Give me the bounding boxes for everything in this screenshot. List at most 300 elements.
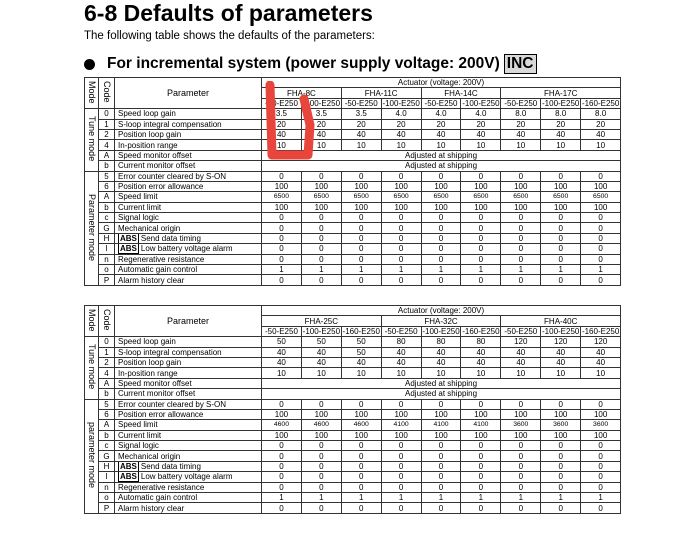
parameter-name-cell <box>115 399 262 409</box>
value-cell: 40 <box>262 347 302 357</box>
value-cell: 10 <box>341 368 381 378</box>
value-cell: 0 <box>461 451 501 461</box>
parameter-name: Speed limit <box>118 420 158 430</box>
value-cell: 0 <box>381 254 421 264</box>
encoder-header: -50-E250 <box>341 98 381 108</box>
value-cell: 0 <box>421 482 461 492</box>
value-cell: 0 <box>541 223 581 233</box>
value-cell: 40 <box>341 129 381 139</box>
value-cell: 0 <box>581 244 621 254</box>
value-cell: 0 <box>421 233 461 243</box>
value-cell: 8.0 <box>541 109 581 119</box>
table-row <box>85 357 621 367</box>
value-cell: 0 <box>301 472 341 482</box>
value-cell: 0 <box>541 451 581 461</box>
value-cell: 80 <box>461 337 501 347</box>
value-cell: 20 <box>301 119 341 129</box>
abs-tag: ABS <box>120 462 137 472</box>
table-row <box>85 472 621 482</box>
code-cell: n <box>99 254 115 264</box>
value-cell: 0 <box>341 451 381 461</box>
code-header-label: Code <box>102 81 112 103</box>
value-cell: 0 <box>541 399 581 409</box>
mode-group-label: Parameter mode <box>87 193 97 261</box>
value-cell: 10 <box>381 140 421 150</box>
parameter-name-cell <box>115 420 262 430</box>
value-cell: 10 <box>501 368 541 378</box>
value-cell: 0 <box>301 254 341 264</box>
model-header: FHA-40C <box>501 316 621 326</box>
parameter-name: Current limit <box>118 430 162 440</box>
code-cell: 5 <box>99 399 115 409</box>
value-cell: 0 <box>461 223 501 233</box>
value-cell: 3.5 <box>341 109 381 119</box>
value-cell: 40 <box>461 347 501 357</box>
value-cell: 0 <box>461 441 501 451</box>
parameter-name-cell <box>115 389 262 399</box>
value-cell: 40 <box>541 357 581 367</box>
value-cell: 40 <box>262 357 302 367</box>
table-row <box>85 119 621 129</box>
value-cell: 20 <box>501 119 541 129</box>
code-cell: c <box>99 441 115 451</box>
value-cell: 1 <box>301 493 341 503</box>
value-cell: 0 <box>501 451 541 461</box>
value-cell: 0 <box>381 244 421 254</box>
value-cell: 0 <box>381 275 421 285</box>
table-row <box>85 129 621 139</box>
value-cell: 10 <box>501 140 541 150</box>
parameter-name-cell <box>115 140 262 150</box>
mode-group-cell <box>85 337 99 399</box>
bullet-icon <box>84 59 95 70</box>
value-cell: 100 <box>501 409 541 419</box>
value-cell: 100 <box>381 181 421 191</box>
value-cell: 40 <box>301 357 341 367</box>
value-cell: 0 <box>541 441 581 451</box>
code-cell: 6 <box>99 181 115 191</box>
value-cell: 3.5 <box>262 109 302 119</box>
value-cell: 40 <box>581 129 621 139</box>
value-cell: 100 <box>421 181 461 191</box>
parameter-name: Signal logic <box>118 441 159 451</box>
value-cell: 0 <box>341 223 381 233</box>
value-cell: 0 <box>421 171 461 181</box>
parameter-name: Current limit <box>118 202 162 212</box>
value-cell: 0 <box>581 461 621 471</box>
encoder-header: -160-E250 <box>342 326 380 336</box>
parameter-name: Position loop gain <box>118 358 182 368</box>
value-cell: 100 <box>262 202 302 212</box>
parameter-column-header: Parameter <box>115 78 262 109</box>
value-cell: 100 <box>421 430 461 440</box>
value-cell: 0 <box>341 233 381 243</box>
value-cell: 0 <box>461 275 501 285</box>
value-cell: 10 <box>262 368 302 378</box>
defaults-table-1 <box>84 77 621 286</box>
adjusted-at-shipping-cell: Adjusted at shipping <box>262 161 621 171</box>
value-cell: 0 <box>461 233 501 243</box>
value-cell: 6500 <box>262 192 302 202</box>
value-cell: 100 <box>301 181 341 191</box>
value-cell: 0 <box>501 399 541 409</box>
value-cell: 40 <box>421 129 461 139</box>
value-cell: 0 <box>381 461 421 471</box>
model-header: FHA-14C <box>421 88 501 98</box>
value-cell: 1 <box>262 265 302 275</box>
value-cell: 50 <box>341 347 381 357</box>
code-cell: 6 <box>99 409 115 419</box>
value-cell: 4600 <box>341 420 381 430</box>
value-cell: 20 <box>461 119 501 129</box>
value-cell: 40 <box>501 357 541 367</box>
parameter-name: Position error allowance <box>118 410 204 420</box>
value-cell: 0 <box>581 171 621 181</box>
value-cell: 40 <box>541 347 581 357</box>
parameter-name: Alarm history clear <box>118 503 185 513</box>
parameter-name-cell <box>115 192 262 202</box>
value-cell: 0 <box>501 503 541 513</box>
value-cell: 120 <box>541 337 581 347</box>
value-cell: 0 <box>421 451 461 461</box>
value-cell: 0 <box>581 441 621 451</box>
value-cell: 0 <box>381 503 421 513</box>
value-cell: 3.5 <box>301 109 341 119</box>
table-row <box>85 275 621 285</box>
parameter-name: Alarm history clear <box>118 275 185 285</box>
value-cell: 50 <box>301 337 341 347</box>
value-cell: 100 <box>581 181 621 191</box>
code-cell: H <box>99 461 115 471</box>
table-row <box>85 493 621 503</box>
encoder-header: -100-E250 <box>422 326 460 336</box>
value-cell: 0 <box>262 451 302 461</box>
code-cell: A <box>99 192 115 202</box>
value-cell: 100 <box>301 430 341 440</box>
header-row <box>85 78 621 88</box>
value-cell: 0 <box>421 472 461 482</box>
parameter-name: Mechanical origin <box>118 223 181 233</box>
model-header: FHA-8C <box>262 88 342 98</box>
value-cell: 40 <box>421 357 461 367</box>
value-cell: 100 <box>301 202 341 212</box>
value-cell: 1 <box>581 493 621 503</box>
code-cell: I <box>99 244 115 254</box>
value-cell: 100 <box>341 181 381 191</box>
value-cell: 0 <box>581 472 621 482</box>
value-cell: 10 <box>341 140 381 150</box>
value-cell: 0 <box>581 223 621 233</box>
parameter-name: Send data timing <box>140 234 201 244</box>
value-cell: 0 <box>341 461 381 471</box>
code-cell: b <box>99 389 115 399</box>
parameter-name-cell <box>115 161 262 171</box>
code-cell: 5 <box>99 171 115 181</box>
value-cell: 1 <box>301 265 341 275</box>
parameter-name: Low battery voltage alarm <box>140 244 233 254</box>
value-cell: 0 <box>262 482 302 492</box>
actuator-header: Actuator (voltage: 200V) <box>262 78 621 88</box>
value-cell: 10 <box>581 140 621 150</box>
value-cell: 40 <box>501 129 541 139</box>
parameter-name-cell <box>115 109 262 119</box>
value-cell: 0 <box>341 213 381 223</box>
mode-group-label: parameter mode <box>87 422 97 489</box>
code-cell: A <box>99 150 115 160</box>
adjusted-at-shipping-cell: Adjusted at shipping <box>262 150 621 160</box>
value-cell: 0 <box>381 472 421 482</box>
encoder-header: -50-E250 <box>421 98 461 108</box>
parameter-name-cell <box>115 493 262 503</box>
value-cell: 1 <box>262 493 302 503</box>
value-cell: 20 <box>262 119 302 129</box>
parameter-name: Current monitor offset <box>118 161 196 171</box>
section-heading-text: For incremental system (power supply voltage: 200V) <box>107 55 500 72</box>
value-cell: 20 <box>421 119 461 129</box>
encoder-header: -100-E250 <box>462 98 500 108</box>
abs-tag: ABS <box>120 472 137 482</box>
value-cell: 0 <box>301 451 341 461</box>
value-cell: 0 <box>341 275 381 285</box>
value-cell: 0 <box>262 275 302 285</box>
parameter-name-cell <box>115 223 262 233</box>
value-cell: 100 <box>262 181 302 191</box>
encoder-header: -100-E250 <box>302 326 341 336</box>
parameter-name-cell <box>115 244 262 254</box>
code-cell: A <box>99 378 115 388</box>
parameter-name-cell <box>115 233 262 243</box>
value-cell: 120 <box>581 337 621 347</box>
table-row <box>85 109 621 119</box>
table-row <box>85 441 621 451</box>
parameter-name-cell <box>115 503 262 513</box>
value-cell: 0 <box>501 213 541 223</box>
value-cell: 0 <box>581 254 621 264</box>
value-cell: 0 <box>301 213 341 223</box>
code-cell: 4 <box>99 368 115 378</box>
value-cell: 0 <box>501 223 541 233</box>
parameter-name: Automatic gain control <box>118 265 198 275</box>
parameter-name: S-loop integral compensation <box>118 347 222 357</box>
table-row <box>85 265 621 275</box>
parameter-name: Position loop gain <box>118 130 182 140</box>
parameter-name-cell <box>115 357 262 367</box>
value-cell: 100 <box>262 430 302 440</box>
value-cell: 3600 <box>581 420 621 430</box>
value-cell: 0 <box>461 461 501 471</box>
model-header: FHA-17C <box>501 88 621 98</box>
value-cell: 0 <box>341 482 381 492</box>
value-cell: 100 <box>421 202 461 212</box>
value-cell: 1 <box>501 265 541 275</box>
value-cell: 0 <box>541 171 581 181</box>
encoder-header: -160-E250 <box>462 326 500 336</box>
table-row <box>85 213 621 223</box>
parameter-name: S-loop integral compensation <box>118 119 222 129</box>
encoder-header: -50-E250 <box>262 98 302 108</box>
table-row <box>85 233 621 243</box>
encoder-header: -50-E250 <box>381 326 421 336</box>
value-cell: 10 <box>381 368 421 378</box>
value-cell: 50 <box>262 337 302 347</box>
encoder-header: -160-E250 <box>581 326 620 336</box>
model-header: FHA-25C <box>262 316 382 326</box>
code-cell: b <box>99 202 115 212</box>
table-row <box>85 389 621 399</box>
value-cell: 100 <box>461 181 501 191</box>
abs-tag: ABS <box>120 234 137 244</box>
value-cell: 0 <box>421 213 461 223</box>
value-cell: 0 <box>461 503 501 513</box>
value-cell: 0 <box>262 244 302 254</box>
value-cell: 0 <box>262 223 302 233</box>
value-cell: 0 <box>301 233 341 243</box>
value-cell: 100 <box>541 202 581 212</box>
value-cell: 0 <box>461 171 501 181</box>
table-row <box>85 420 621 430</box>
value-cell: 80 <box>381 337 421 347</box>
value-cell: 0 <box>461 482 501 492</box>
value-cell: 0 <box>541 213 581 223</box>
parameter-name: Automatic gain control <box>118 493 198 503</box>
value-cell: 0 <box>341 244 381 254</box>
parameter-name-cell <box>115 409 262 419</box>
value-cell: 6500 <box>301 192 341 202</box>
value-cell: 0 <box>501 482 541 492</box>
value-cell: 0 <box>581 451 621 461</box>
value-cell: 100 <box>581 409 621 419</box>
table-row <box>85 451 621 461</box>
value-cell: 0 <box>341 441 381 451</box>
value-cell: 100 <box>501 430 541 440</box>
parameter-name-cell <box>115 472 262 482</box>
table-row <box>85 202 621 212</box>
value-cell: 8.0 <box>501 109 541 119</box>
value-cell: 0 <box>262 171 302 181</box>
mode-group-cell <box>85 399 99 513</box>
value-cell: 0 <box>301 503 341 513</box>
parameter-name: In-position range <box>118 140 178 150</box>
code-cell: 2 <box>99 357 115 367</box>
code-cell: o <box>99 265 115 275</box>
table-row <box>85 409 621 419</box>
value-cell: 0 <box>581 503 621 513</box>
table-row <box>85 150 621 160</box>
value-cell: 0 <box>262 472 302 482</box>
code-cell: b <box>99 430 115 440</box>
actuator-header: Actuator (voltage: 200V) <box>262 306 621 316</box>
value-cell: 40 <box>381 347 421 357</box>
encoder-header: -50-E250 <box>501 98 541 108</box>
encoder-header: -50-E250 <box>262 326 302 336</box>
value-cell: 0 <box>301 482 341 492</box>
value-cell: 0 <box>381 223 421 233</box>
parameter-name: Speed limit <box>118 192 158 202</box>
value-cell: 0 <box>381 399 421 409</box>
code-cell: b <box>99 161 115 171</box>
value-cell: 0 <box>541 482 581 492</box>
value-cell: 40 <box>461 129 501 139</box>
abs-tag: ABS <box>120 244 137 254</box>
code-column-header <box>99 78 115 109</box>
parameter-name-cell <box>115 451 262 461</box>
value-cell: 1 <box>381 493 421 503</box>
value-cell: 6500 <box>541 192 581 202</box>
value-cell: 40 <box>461 357 501 367</box>
parameter-name-cell <box>115 129 262 139</box>
value-cell: 10 <box>461 140 501 150</box>
value-cell: 100 <box>461 202 501 212</box>
parameter-name: Speed loop gain <box>118 337 176 347</box>
value-cell: 1 <box>381 265 421 275</box>
value-cell: 0 <box>501 472 541 482</box>
value-cell: 0 <box>421 399 461 409</box>
parameter-name: Regenerative resistance <box>118 254 205 264</box>
model-header: FHA-11C <box>341 88 421 98</box>
value-cell: 0 <box>461 399 501 409</box>
value-cell: 100 <box>501 202 541 212</box>
value-cell: 10 <box>421 368 461 378</box>
value-cell: 0 <box>541 503 581 513</box>
value-cell: 6500 <box>381 192 421 202</box>
value-cell: 100 <box>461 430 501 440</box>
parameter-name-cell <box>115 181 262 191</box>
value-cell: 0 <box>341 254 381 264</box>
parameter-name: Regenerative resistance <box>118 482 205 492</box>
code-cell: A <box>99 420 115 430</box>
code-cell: 2 <box>99 129 115 139</box>
value-cell: 0 <box>501 254 541 264</box>
value-cell: 10 <box>541 368 581 378</box>
value-cell: 4.0 <box>461 109 501 119</box>
value-cell: 40 <box>301 129 341 139</box>
parameter-name: Low battery voltage alarm <box>140 472 233 482</box>
value-cell: 10 <box>461 368 501 378</box>
mode-group-cell <box>85 171 99 285</box>
value-cell: 20 <box>341 119 381 129</box>
code-column-header <box>99 306 115 337</box>
value-cell: 1 <box>461 265 501 275</box>
table-row <box>85 181 621 191</box>
value-cell: 0 <box>381 441 421 451</box>
parameter-name-cell <box>115 378 262 388</box>
value-cell: 0 <box>581 482 621 492</box>
parameter-name: Error counter cleared by S-ON <box>118 171 227 181</box>
parameter-name-cell <box>115 368 262 378</box>
value-cell: 0 <box>262 254 302 264</box>
table-row <box>85 244 621 254</box>
code-cell: G <box>99 223 115 233</box>
table-row <box>85 192 621 202</box>
value-cell: 100 <box>541 181 581 191</box>
parameter-name-cell <box>115 171 262 181</box>
value-cell: 20 <box>381 119 421 129</box>
table-row <box>85 347 621 357</box>
value-cell: 20 <box>541 119 581 129</box>
table-row <box>85 399 621 409</box>
parameter-name: Signal logic <box>118 213 159 223</box>
mode-header-label: Mode <box>87 308 97 332</box>
value-cell: 1 <box>541 493 581 503</box>
mode-header-label: Mode <box>87 80 97 104</box>
parameter-name-cell <box>115 213 262 223</box>
mode-column-header <box>85 306 99 337</box>
value-cell: 40 <box>262 129 302 139</box>
table-row <box>85 503 621 513</box>
value-cell: 40 <box>381 129 421 139</box>
value-cell: 40 <box>581 357 621 367</box>
value-cell: 0 <box>301 461 341 471</box>
